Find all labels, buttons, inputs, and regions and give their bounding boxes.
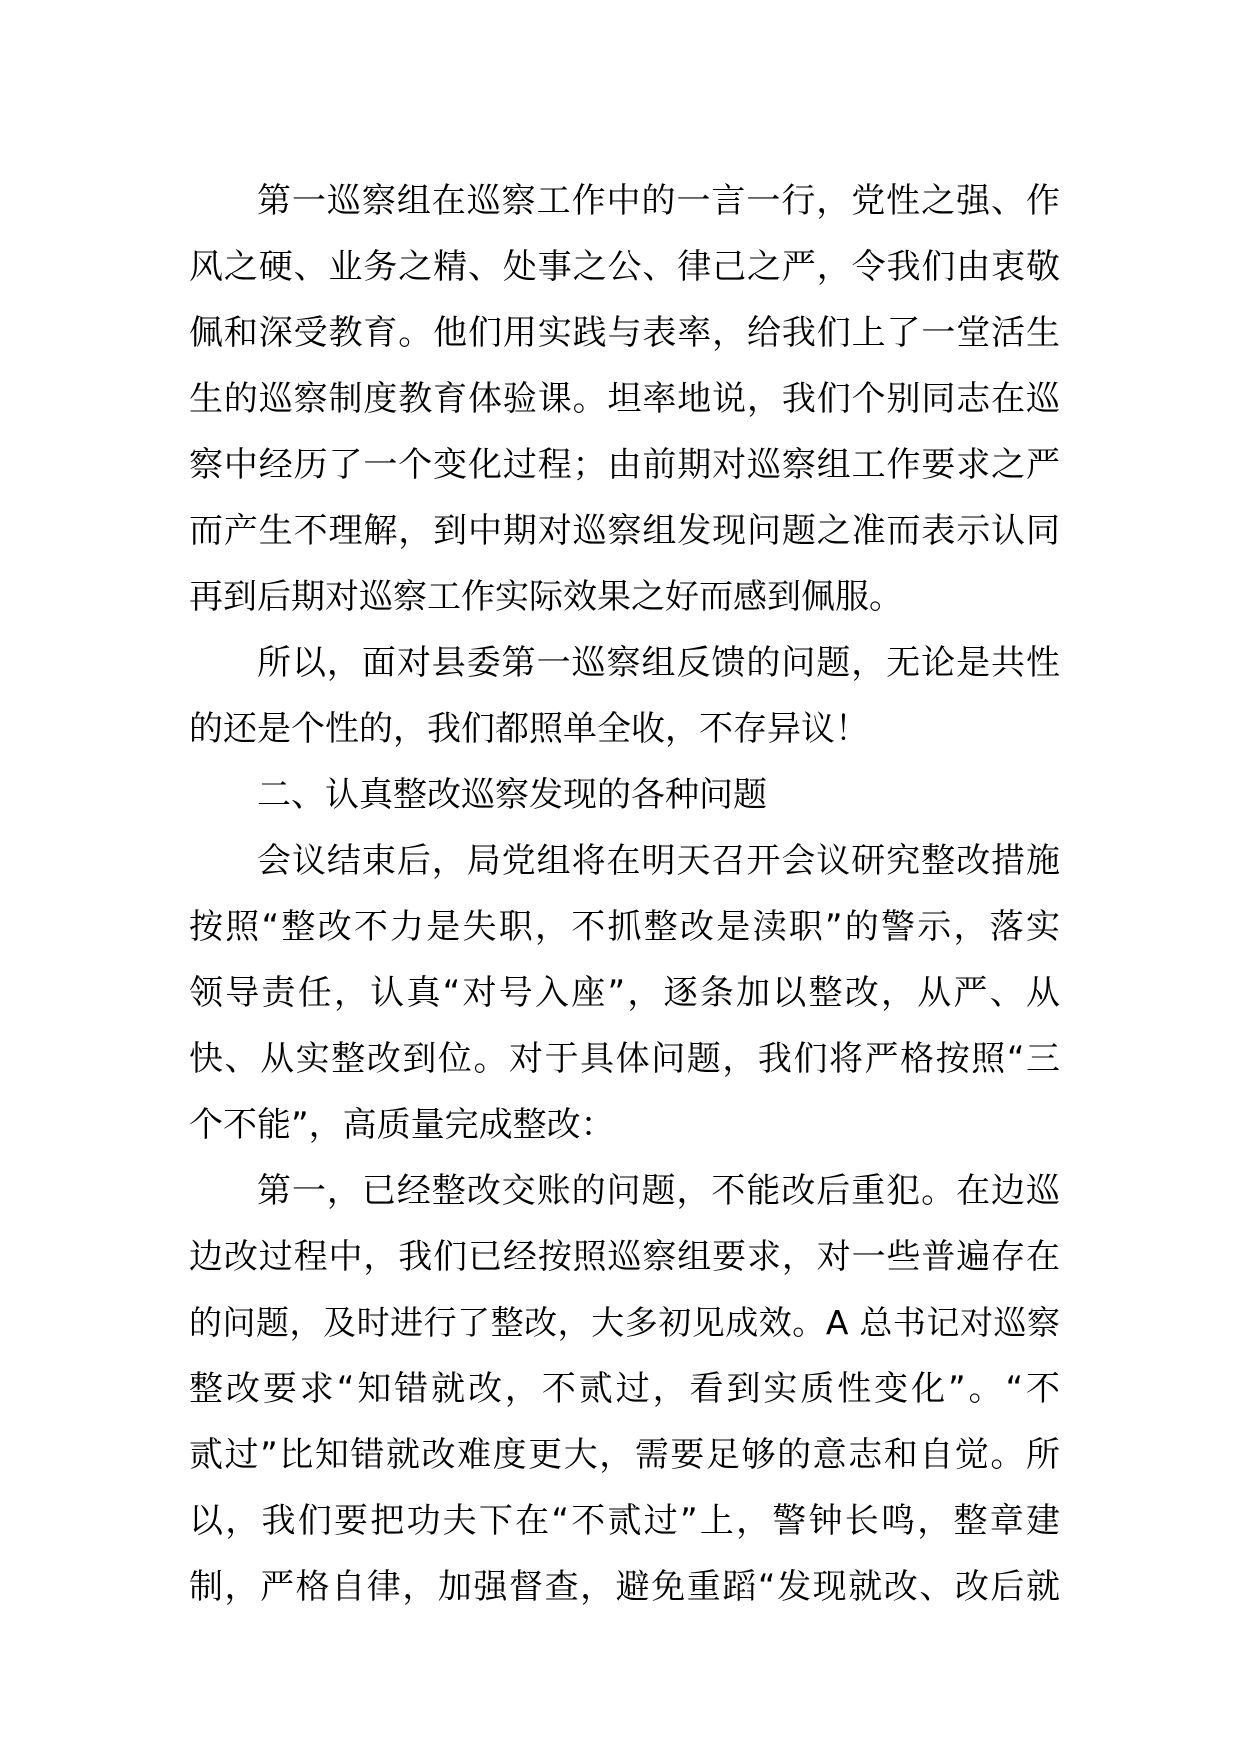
section-heading: 二、认真整改巡察发现的各种问题 (257, 775, 767, 815)
paragraph-line: 所以，面对县委第一巡察组反馈的问题，无论是共性 (257, 643, 1060, 683)
paragraph-line: 边改过程中，我们已经按照巡察组要求，对一些普遍存在 (189, 1237, 1060, 1277)
paragraph-line: 第一，已经整改交账的问题，不能改后重犯。在边巡 (257, 1171, 1060, 1211)
document-body (189, 168, 1060, 1620)
paragraph-line: 的问题，及时进行了整改，大多初见成效。A 总书记对巡察 (189, 1303, 1060, 1342)
paragraph-line: 察中经历了一个变化过程；由前期对巡察组工作要求之严 (189, 445, 1060, 485)
paragraph-line: 整改要求“知错就改，不贰过，看到实质性变化”。“不 (189, 1369, 1060, 1409)
paragraph-line: 会议结束后，局党组将在明天召开会议研究整改措施 (257, 841, 1060, 881)
paragraph-line: 贰过”比知错就改难度更大，需要足够的意志和自觉。所 (189, 1435, 1060, 1475)
paragraph-line: 生的巡察制度教育体验课。坦率地说，我们个别同志在巡 (189, 379, 1060, 419)
paragraph-line: 而产生不理解，到中期对巡察组发现问题之准而表示认同 (189, 511, 1060, 551)
paragraph-line: 风之硬、业务之精、处事之公、律己之严，令我们由衷敬 (189, 247, 1060, 287)
paragraph-line: 以，我们要把功夫下在“不贰过”上，警钟长鸣，整章建 (189, 1501, 1060, 1541)
paragraph-line: 再到后期对巡察工作实际效果之好而感到佩服。 (189, 577, 903, 617)
paragraph-line: 领导责任，认真“对号入座”，逐条加以整改，从严、从 (189, 973, 1060, 1013)
paragraph-line: 佩和深受教育。他们用实践与表率，给我们上了一堂活生 (189, 313, 1060, 353)
paragraph-line: 的还是个性的，我们都照单全收，不存异议！ (189, 709, 869, 749)
paragraph-line: 快、从实整改到位。对于具体问题，我们将严格按照“三 (189, 1039, 1060, 1079)
paragraph-line: 个不能”，高质量完成整改： (189, 1105, 615, 1145)
paragraph-line: 第一巡察组在巡察工作中的一言一行，党性之强、作 (257, 181, 1060, 221)
paragraph-line: 制，严格自律，加强督查，避免重蹈“发现就改、改后就 (189, 1567, 1060, 1607)
paragraph-line: 按照“整改不力是失职，不抓整改是渎职”的警示，落实 (189, 907, 1060, 947)
